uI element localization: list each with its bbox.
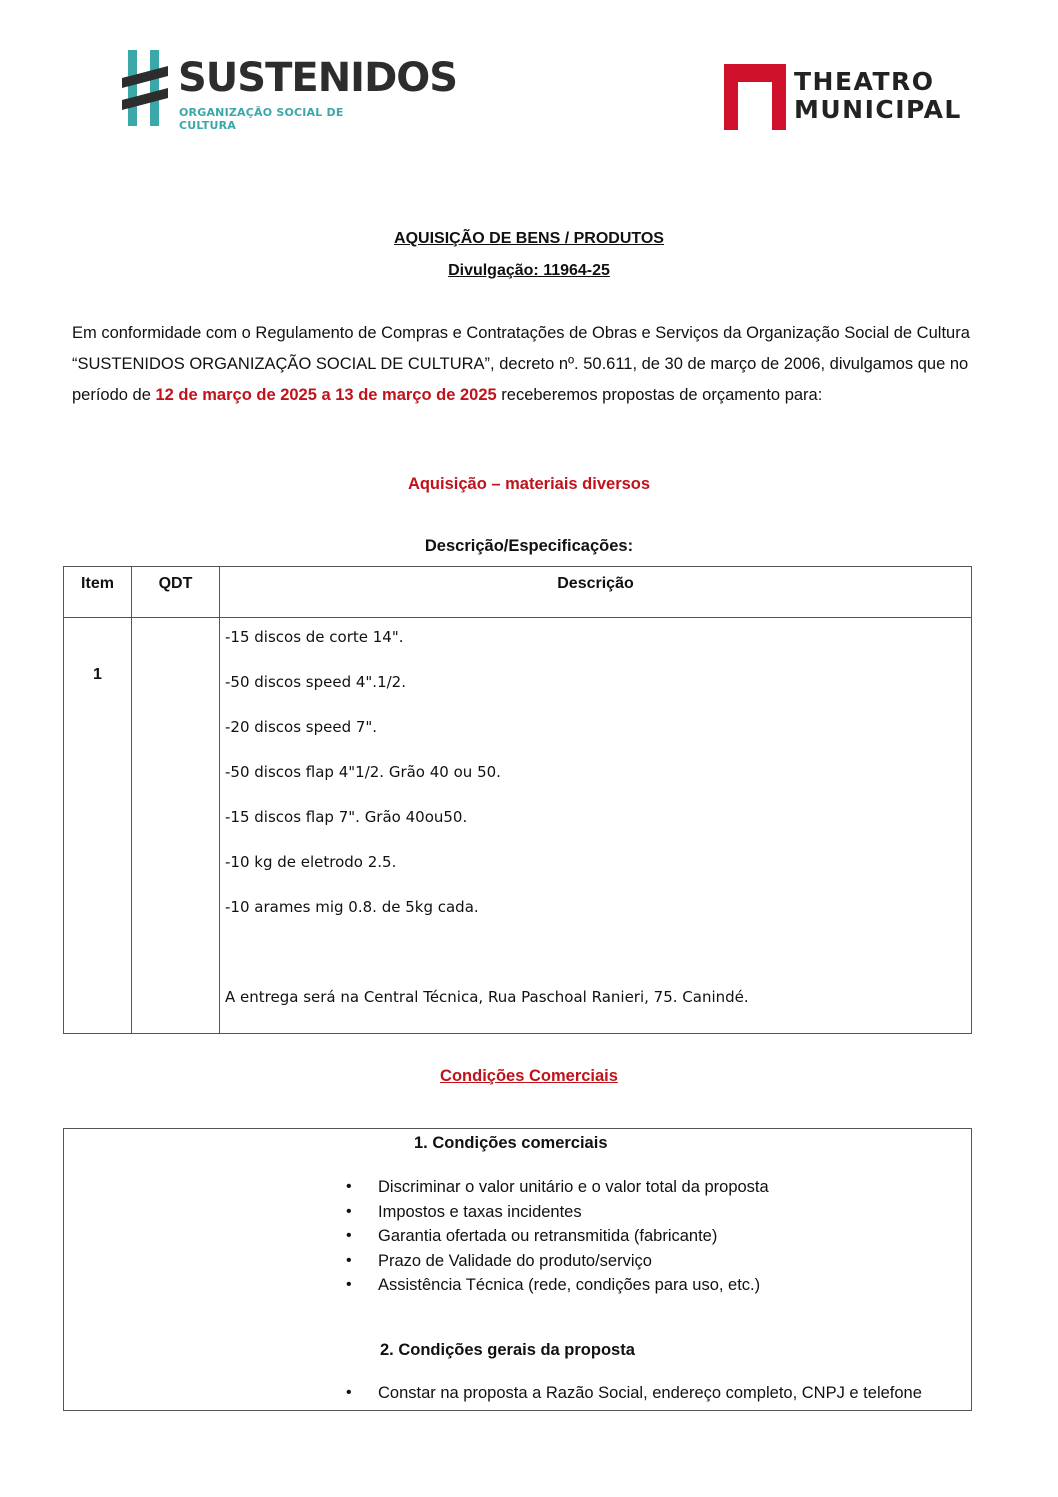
delivery-note: A entrega será na Central Técnica, Rua Paschoal Ranieri, 75. Canindé. bbox=[225, 988, 749, 1006]
theatro-arch-icon bbox=[724, 64, 786, 130]
sustenidos-wordmark: SUSTENIDOS bbox=[178, 55, 458, 101]
theatro-line1: THEATRO bbox=[794, 67, 935, 96]
intro-part1: Em conformidade com o Regulamento de Compras e Contratações de Obras e Serviços da Organização Social de Cultura “SUSTENIDOS ORGANIZAÇÃO SOCIAL DE CULTURA”, decreto nº. 50.611, de 30 de março de 2006, divulgamos que no período de bbox=[72, 324, 970, 404]
intro-paragraph bbox=[72, 318, 992, 411]
divulgacao-number: Divulgação: 11964-25 bbox=[448, 262, 610, 279]
desc-line: -15 discos de corte 14". bbox=[225, 628, 404, 646]
items-table bbox=[63, 566, 972, 1034]
item-number: 1 bbox=[64, 618, 132, 1034]
list-item: • Discriminar o valor unitário e o valor total da proposta bbox=[346, 1176, 769, 1201]
table-header-row bbox=[64, 567, 972, 618]
desc-line: -50 discos speed 4".1/2. bbox=[225, 673, 406, 691]
section1-heading: 1. Condições comerciais bbox=[414, 1134, 608, 1152]
col-item: Item bbox=[64, 567, 132, 618]
section2-heading: 2. Condições gerais da proposta bbox=[380, 1341, 635, 1359]
intro-part2: receberemos propostas de orçamento para: bbox=[496, 386, 823, 404]
list-item: • Assistência Técnica (rede, condições para uso, etc.) bbox=[346, 1274, 769, 1299]
item-qty bbox=[132, 618, 220, 1034]
sustenidos-subtitle: ORGANIZAÇÃO SOCIAL DE CULTURA bbox=[179, 106, 344, 132]
list-item: • Prazo de Validade do produto/serviço bbox=[346, 1250, 769, 1275]
desc-line: -20 discos speed 7". bbox=[225, 718, 378, 736]
col-qdt: QDT bbox=[132, 567, 220, 618]
section1-list bbox=[346, 1176, 769, 1299]
list-item: • Garantia ofertada ou retransmitida (fabricante) bbox=[346, 1225, 769, 1250]
desc-line: -10 arames mig 0.8. de 5kg cada. bbox=[225, 898, 479, 916]
list-item: • Impostos e taxas incidentes bbox=[346, 1201, 769, 1226]
intro-period: 12 de março de 2025 a 13 de março de 2025 bbox=[155, 386, 497, 404]
item-description bbox=[220, 618, 972, 1034]
desc-line: -50 discos flap 4"1/2. Grão 40 ou 50. bbox=[225, 763, 501, 781]
table-row bbox=[64, 618, 972, 1034]
conditions-title: Condições Comerciais bbox=[440, 1067, 618, 1085]
subject-heading: Aquisição – materiais diversos bbox=[407, 475, 651, 493]
desc-line: -10 kg de eletrodo 2.5. bbox=[225, 853, 397, 871]
conditions-box bbox=[63, 1128, 972, 1411]
desc-line: -15 discos flap 7". Grão 40ou50. bbox=[225, 808, 468, 826]
spec-title: Descrição/Especificações: bbox=[424, 537, 634, 555]
theatro-municipal-logo bbox=[722, 62, 962, 132]
sustenidos-logo bbox=[122, 48, 458, 132]
theatro-line2: MUNICIPAL bbox=[794, 95, 962, 124]
document-title: AQUISIÇÃO DE BENS / PRODUTOS bbox=[394, 230, 664, 247]
col-descricao: Descrição bbox=[220, 567, 972, 618]
list-item: • Constar na proposta a Razão Social, endereço completo, CNPJ e telefone bbox=[346, 1382, 922, 1407]
section2-list bbox=[346, 1382, 922, 1407]
